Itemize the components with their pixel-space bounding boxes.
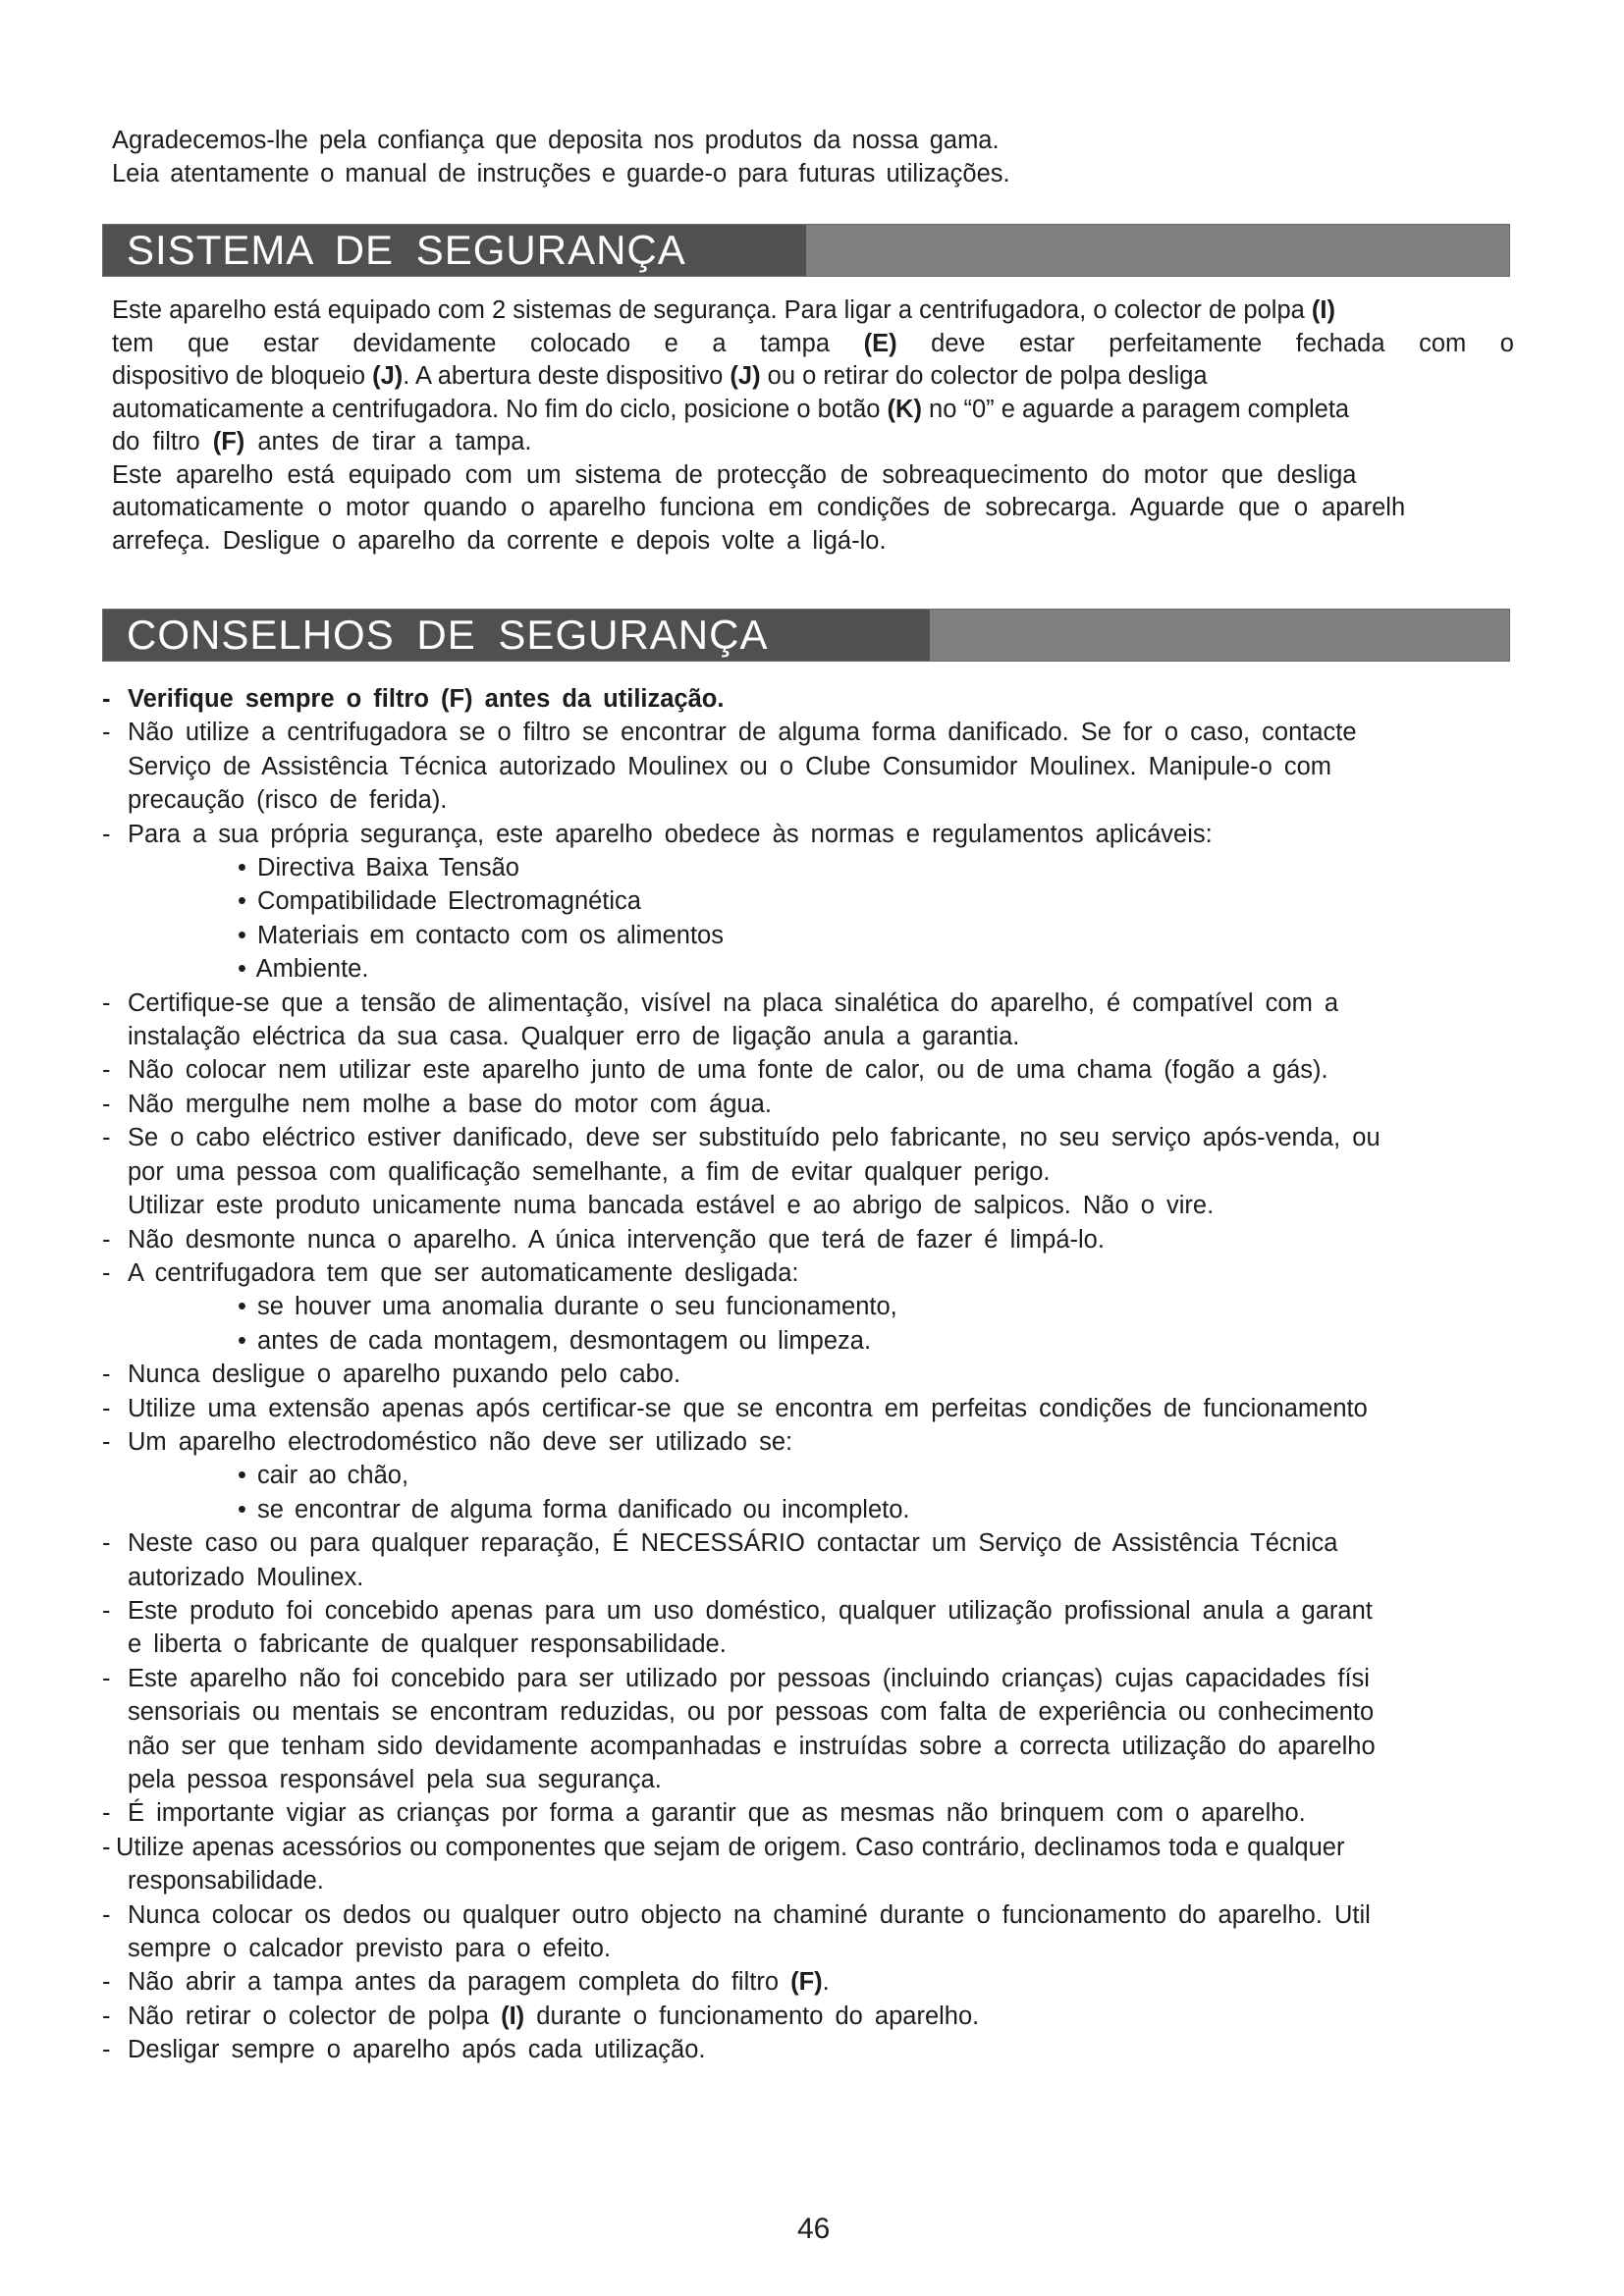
part-label: (I) — [1311, 296, 1335, 324]
item-continuation: Serviço de Assistência Técnica autorizado Moulinex ou o Clube Consumidor Moulinex. Manipule-o com — [128, 752, 1332, 780]
paragraph-line — [112, 294, 1585, 328]
section-banner-title-box — [103, 610, 930, 661]
bullet-text: cair ao chão, — [257, 1462, 409, 1490]
dash: - — [102, 2036, 111, 2064]
text: Não retirar o colector de polpa — [128, 2002, 502, 2030]
intro-text — [112, 124, 1585, 190]
list-item — [102, 1965, 1595, 1999]
dash: - — [102, 1833, 111, 1861]
list-item — [102, 2000, 1595, 2033]
bullet-text: Compatibilidade Electromagnética — [257, 887, 641, 916]
item-text: Nunca desligue o aparelho puxando pelo cabo. — [128, 1361, 681, 1389]
text: . — [822, 1968, 830, 1997]
bullet-item — [102, 1290, 1595, 1323]
dash: - — [102, 685, 111, 713]
dash: - — [102, 1090, 111, 1118]
item-text: Não utilize a centrifugadora se o filtro se encontrar de alguma forma danificado. Se for o caso, contacte — [128, 719, 1357, 747]
text: . A abertura deste dispositivo — [403, 362, 731, 390]
item-continuation: precaução (risco de ferida). — [128, 786, 448, 815]
bullet-icon: • — [238, 854, 246, 882]
dash: - — [102, 1529, 111, 1558]
item-text: Utilize uma extensão apenas após certificar-se que se encontra em perfeitas condições de funcionamento — [128, 1394, 1368, 1422]
dash: - — [102, 1427, 111, 1456]
text: durante o funcionamento do aparelho. — [524, 2002, 980, 2030]
text: do filtro — [112, 428, 213, 455]
item-text: Nunca colocar os dedos ou qualquer outro objecto na chaminé durante o funcionamento do aparelho. Util — [128, 1900, 1371, 1929]
text: Não abrir a tampa antes da paragem completa do filtro — [128, 1968, 791, 1997]
safety-advice-list — [102, 682, 1595, 2067]
list-item — [102, 1223, 1595, 1256]
section-title: CONSELHOS DE SEGURANÇA — [127, 612, 769, 658]
dash: - — [102, 988, 111, 1017]
list-item — [102, 1526, 1595, 1560]
paragraph-line — [112, 360, 1585, 394]
bullet-icon: • — [238, 921, 246, 949]
text: tem que estar devidamente colocado e a tampa — [112, 329, 864, 357]
part-label: (E) — [863, 329, 897, 357]
item-text: Este aparelho não foi concebido para ser utilizado por pessoas (incluindo crianças) cujas capacidades físi — [128, 1664, 1370, 1692]
item-text: Não colocar nem utilizar este aparelho junto de uma fonte de calor, ou de uma chama (fogão a gás). — [128, 1056, 1328, 1085]
item-continuation: Utilizar este produto unicamente numa bancada estável e ao abrigo de salpicos. Não o vire. — [128, 1192, 1215, 1220]
dash: - — [102, 719, 111, 747]
bullet-text: se encontrar de alguma forma danificado ou incompleto. — [257, 1495, 910, 1523]
item-text: Este produto foi concebido apenas para um uso doméstico, qualquer utilização profissional anula a garant — [128, 1596, 1373, 1625]
paragraph-line — [112, 426, 1585, 459]
item-text: Para a sua própria segurança, este aparelho obedece às normas e regulamentos aplicáveis: — [128, 820, 1213, 848]
list-item — [102, 1256, 1595, 1290]
text: deve estar perfeitamente fechada com o — [896, 329, 1514, 357]
bullet-text: Materiais em contacto com os alimentos — [257, 921, 724, 949]
text: ou o retirar do colector de polpa desliga — [760, 362, 1208, 390]
item-text — [128, 2000, 979, 2033]
item-text: Não desmonte nunca o aparelho. A única intervenção que terá de fazer é limpá-lo. — [128, 1225, 1105, 1254]
list-item — [102, 2033, 1595, 2066]
list-item — [102, 1121, 1595, 1154]
section-banner-safety-system — [102, 224, 1510, 277]
item-continuation: sempre o calcador previsto para o efeito. — [128, 1935, 612, 1963]
safety-system-body — [112, 294, 1585, 558]
paragraph-line — [112, 394, 1585, 427]
dash: - — [102, 2002, 111, 2030]
item-continuation: sensoriais ou mentais se encontram reduzidas, ou por pessoas com falta de experiência ou conhecimento — [128, 1698, 1375, 1727]
list-item — [102, 1392, 1595, 1425]
list-item — [102, 1898, 1595, 1932]
text: antes de tirar a tampa. — [244, 428, 532, 455]
list-item — [102, 1425, 1595, 1459]
paragraph-line: arrefeça. Desligue o aparelho da corrente e depois volte a ligá-lo. — [112, 526, 887, 555]
bullet-item — [102, 884, 1595, 918]
text: dispositivo de bloqueio — [112, 362, 373, 390]
page-number: 46 — [797, 2213, 831, 2245]
text: automaticamente a centrifugadora. No fim do ciclo, posicione o botão — [112, 395, 888, 423]
bullet-item — [102, 919, 1595, 952]
list-item — [102, 1662, 1595, 1695]
part-label: (F) — [212, 428, 245, 455]
bullet-icon: • — [238, 1495, 246, 1523]
bullet-icon: • — [238, 1326, 246, 1355]
item-text: Não mergulhe nem molhe a base do motor com água. — [128, 1090, 772, 1118]
list-item — [102, 1088, 1595, 1121]
list-item — [102, 818, 1595, 851]
item-continuation: por uma pessoa com qualificação semelhante, a fim de evitar qualquer perigo. — [128, 1157, 1051, 1186]
item-continuation: responsabilidade. — [128, 1867, 324, 1896]
list-item — [102, 1831, 1595, 1864]
bullet-icon: • — [238, 955, 246, 984]
bullet-icon: • — [238, 1462, 246, 1490]
part-label: (J) — [372, 362, 404, 390]
item-text: A centrifugadora tem que ser automaticamente desligada: — [128, 1258, 799, 1287]
text: Este aparelho está equipado com 2 sistemas de segurança. Para ligar a centrifugadora, o colector de polpa — [112, 296, 1312, 324]
paragraph-line: Este aparelho está equipado com um sistema de protecção de sobreaquecimento do motor que desliga — [112, 460, 1357, 489]
section-banner-title-box — [103, 225, 806, 276]
list-item — [102, 1053, 1595, 1087]
dash: - — [102, 1124, 111, 1152]
item-text: Verifique sempre o filtro (F) antes da utilização. — [128, 685, 725, 713]
part-label: (J) — [730, 362, 761, 390]
list-item — [102, 1358, 1595, 1391]
bullet-item — [102, 851, 1595, 884]
item-text: Utilize apenas acessórios ou componentes que sejam de origem. Caso contrário, declinamos toda e qualquer — [116, 1833, 1345, 1861]
dash: - — [102, 1225, 111, 1254]
bullet-text: Directiva Baixa Tensão — [257, 854, 519, 882]
bullet-text: Ambiente. — [255, 955, 369, 984]
part-label: (F) — [790, 1968, 823, 1997]
dash: - — [102, 1056, 111, 1085]
item-text: Se o cabo eléctrico estiver danificado, deve ser substituído pelo fabricante, no seu serviço após-venda, ou — [128, 1124, 1380, 1152]
intro-line: Agradecemos-lhe pela confiança que deposita nos produtos da nossa gama. — [112, 127, 1000, 154]
item-continuation: e liberta o fabricante de qualquer responsabilidade. — [128, 1630, 727, 1659]
item-continuation: autorizado Moulinex. — [128, 1563, 364, 1591]
bullet-text: antes de cada montagem, desmontagem ou limpeza. — [257, 1326, 872, 1355]
list-item — [102, 1796, 1595, 1830]
list-item — [102, 682, 1595, 716]
bullet-icon: • — [238, 887, 246, 916]
dash: - — [102, 1799, 111, 1828]
bullet-icon: • — [238, 1293, 246, 1321]
dash: - — [102, 1361, 111, 1389]
item-continuation: instalação eléctrica da sua casa. Qualquer erro de ligação anula a garantia. — [128, 1023, 1020, 1051]
bullet-item — [102, 952, 1595, 986]
list-item — [102, 716, 1595, 749]
item-text: Neste caso ou para qualquer reparação, É NECESSÁRIO contactar um Serviço de Assistência Técnica — [128, 1529, 1338, 1558]
item-text: Certifique-se que a tensão de alimentação, visível na placa sinalética do aparelho, é compatível com a — [128, 988, 1339, 1017]
item-continuation: não ser que tenham sido devidamente acompanhadas e instruídas sobre a correcta utilização do aparelho — [128, 1732, 1376, 1760]
bullet-text: se houver uma anomalia durante o seu funcionamento, — [257, 1293, 897, 1321]
bullet-item — [102, 1459, 1595, 1492]
dash: - — [102, 1394, 111, 1422]
item-continuation: pela pessoa responsável pela sua segurança. — [128, 1766, 662, 1793]
dash: - — [102, 1900, 111, 1929]
item-text: Um aparelho electrodoméstico não deve ser utilizado se: — [128, 1427, 793, 1456]
bullet-item — [102, 1493, 1595, 1526]
dash: - — [102, 1596, 111, 1625]
section-banner-safety-advice — [102, 609, 1510, 662]
paragraph-line — [112, 328, 1514, 361]
list-item — [102, 987, 1595, 1020]
part-label: (K) — [887, 395, 922, 423]
dash: - — [102, 1968, 111, 1997]
paragraph-line: automaticamente o motor quando o aparelho funciona em condições de sobrecarga. Aguarde que o aparelh — [112, 494, 1406, 521]
item-text — [128, 1965, 830, 1999]
part-label: (I) — [501, 2002, 525, 2030]
item-text: Desligar sempre o aparelho após cada utilização. — [128, 2036, 706, 2064]
dash: - — [102, 1258, 111, 1287]
intro-line: Leia atentamente o manual de instruções e guarde-o para futuras utilizações. — [112, 160, 1010, 187]
bullet-item — [102, 1324, 1595, 1358]
list-item — [102, 1594, 1595, 1628]
section-title: SISTEMA DE SEGURANÇA — [127, 227, 686, 273]
item-text: É importante vigiar as crianças por forma a garantir que as mesmas não brinquem com o aparelho. — [128, 1799, 1306, 1828]
dash: - — [102, 1664, 111, 1692]
text: no “0” e aguarde a paragem completa — [921, 395, 1350, 423]
dash: - — [102, 820, 111, 848]
